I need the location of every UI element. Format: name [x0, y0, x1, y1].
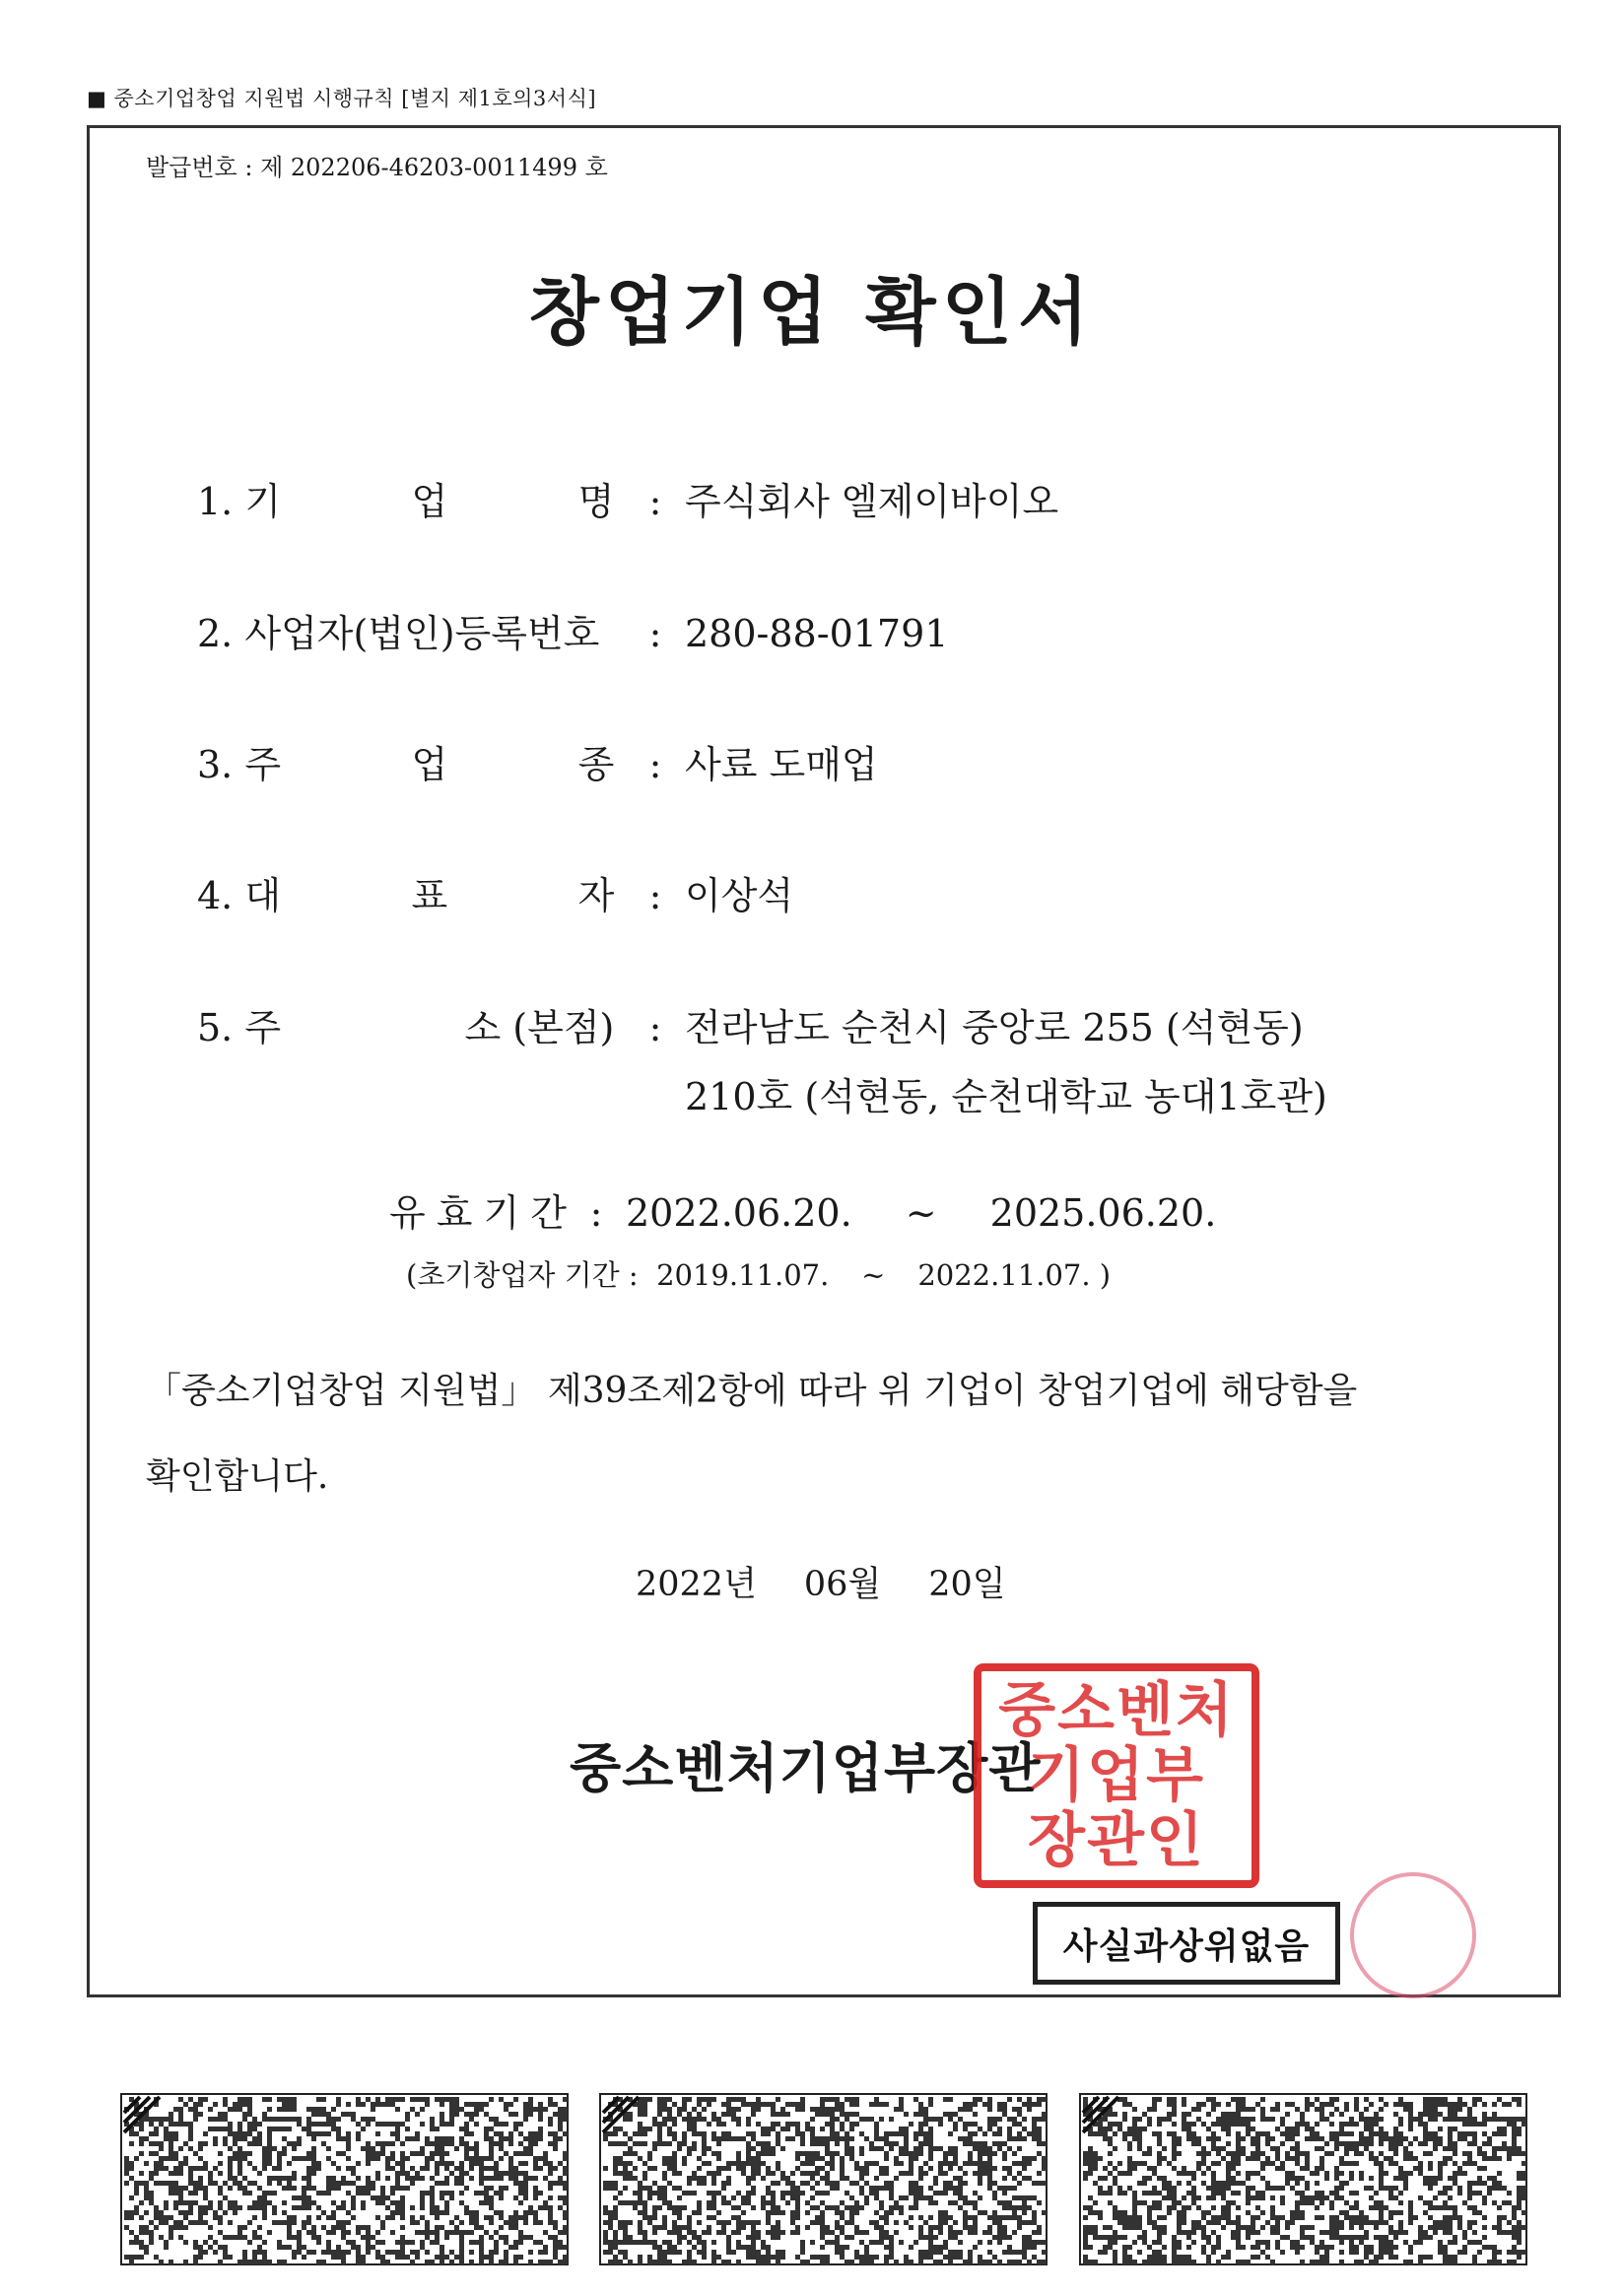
issue-number: 발급번호 : 제 202206-46203-0011499 호 [146, 154, 608, 181]
issue-year: 2022년 [636, 1565, 757, 1604]
issue-date [636, 1557, 1053, 1606]
document-frame [87, 125, 1561, 1997]
field-value: 주식회사 엘제이바이오 [685, 480, 1059, 523]
early-startup-period: (초기창업자 기간 : 2019.11.07. ~ 2022.11.07. ) [406, 1258, 1112, 1292]
seal-line: 장관인 [1028, 1806, 1205, 1875]
field-number: 3. [197, 743, 234, 786]
seal-line: 중소벤처 [998, 1676, 1235, 1745]
barcode-icon [599, 2093, 1048, 2265]
field-business-type: 3. 주 업 종 : 사료 도매업 [197, 734, 878, 788]
field-address: 5. 주 소 (본점) : 전라남도 순천시 중앙로 255 (석현동) [197, 997, 1304, 1051]
field-number: 1. [197, 480, 234, 523]
document-title: 창업기업 확인서 [528, 270, 1095, 355]
issue-day: 20일 [928, 1565, 1006, 1604]
field-company-name: 1. 기 업 명 : 주식회사 엘제이바이오 [197, 471, 1058, 525]
form-reference: ■ 중소기업창업 지원법 시행규칙 [별지 제1호의3서식] [87, 87, 597, 110]
confirmation-statement-line2: 확인합니다. [146, 1456, 329, 1497]
issuer-name: 중소벤처기업부장관 [570, 1736, 1042, 1799]
validity-label: 유 효 기 간 [389, 1191, 567, 1235]
field-number: 4. [197, 874, 234, 917]
field-number: 5. [197, 1006, 234, 1049]
validity-start: 2022.06.20. [626, 1191, 852, 1235]
validity-end: 2025.06.20. [989, 1191, 1217, 1235]
early-end: 2022.11.07. ) [917, 1258, 1112, 1292]
field-label: 사업자(법인)등록번호 [244, 612, 600, 655]
field-registration-number: 2. 사업자(법인)등록번호 : 280-88-01791 [197, 612, 949, 655]
field-label: 기 업 명 [244, 480, 615, 523]
field-label: 대 표 자 [244, 874, 615, 917]
verification-stamp: 사실과상위없음 [1033, 1902, 1340, 1985]
confirmation-statement: 「중소기업창업 지원법」 제39조제2항에 따라 위 기업이 창업기업에 해당함을 [146, 1371, 1358, 1411]
field-address-line2: 210호 (석현동, 순천대학교 농대1호관) [685, 1075, 1327, 1118]
early-start: 2019.11.07. [656, 1258, 830, 1292]
field-label: 주 업 종 [244, 743, 615, 786]
field-value: 280-88-01791 [685, 612, 949, 655]
field-representative: 4. 대 표 자 : 이상석 [197, 865, 793, 919]
issue-month: 06월 [803, 1565, 882, 1604]
field-number: 2. [197, 612, 234, 655]
official-seal [974, 1663, 1259, 1888]
field-value: 사료 도매업 [685, 743, 878, 786]
field-value: 전라남도 순천시 중앙로 255 (석현동) [685, 1006, 1304, 1049]
field-value: 이상석 [685, 874, 794, 917]
barcode-icon [120, 2093, 569, 2265]
field-label: 주 소 (본점) [244, 1006, 615, 1049]
barcode-icon [1079, 2093, 1527, 2265]
round-seal-icon [1350, 1872, 1476, 1998]
seal-line: 기업부 [1028, 1741, 1205, 1810]
validity-period: 유 효 기 간 : 2022.06.20. ~ 2025.06.20. [389, 1182, 1216, 1237]
